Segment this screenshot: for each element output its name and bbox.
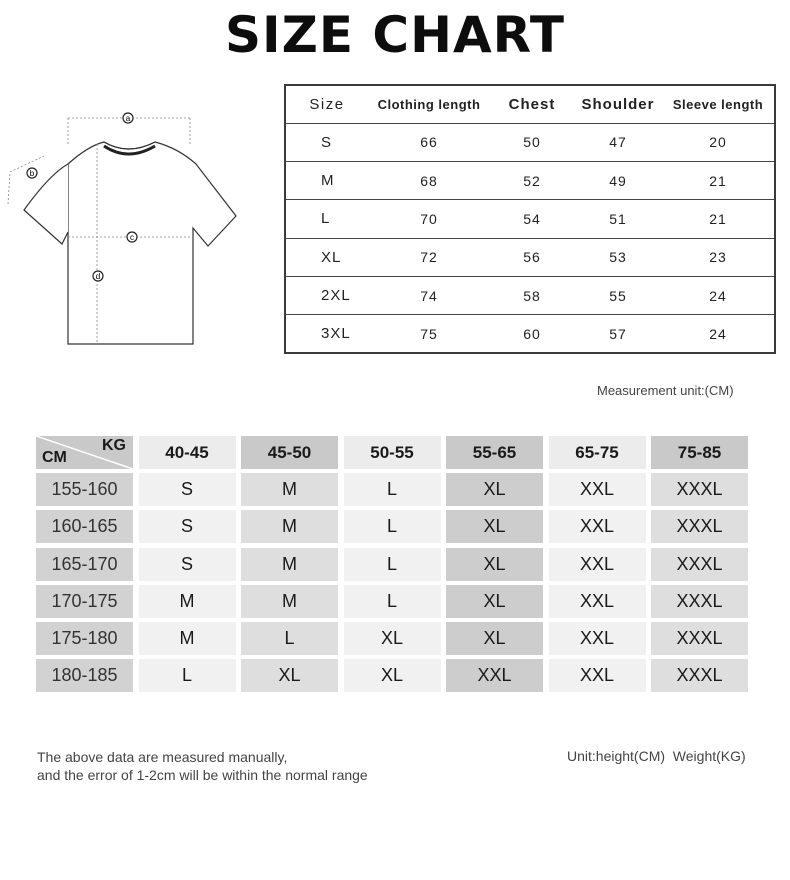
size-recommendation-cell: XL [344, 622, 441, 655]
shoulder-cell: 49 [574, 162, 662, 200]
size-row [286, 162, 774, 200]
header-clothing-length: Clothing length [368, 86, 490, 123]
weight-header: 40-45 [139, 436, 236, 469]
tshirt-outline [68, 142, 236, 344]
size-recommendation-cell: XXL [549, 659, 646, 692]
size-cell: 3XL [321, 325, 351, 343]
size-recommendation-cell: L [344, 585, 441, 618]
size-row [286, 238, 774, 276]
height-row-label: 155-160 [36, 473, 133, 506]
size-recommendation-cell: XXXL [651, 622, 748, 655]
size-recommendation-cell: M [241, 510, 338, 543]
page-title: SIZE CHART [224, 6, 566, 64]
tshirt-diagram [0, 104, 250, 354]
size-recommendation-cell: S [139, 510, 236, 543]
height-row-label: 175-180 [36, 622, 133, 655]
size-cell: XL [286, 238, 368, 276]
sleeve-length-cell: 21 [662, 162, 774, 200]
shoulder-cell: 47 [574, 123, 662, 161]
size-recommendation-cell: XXL [446, 659, 543, 692]
unit-legend: Unit:height(CM) Weight(KG) [567, 748, 746, 764]
size-recommendation-cell: XXXL [651, 548, 748, 581]
size-recommendation-cell: M [139, 585, 236, 618]
header-size: Size [286, 86, 368, 123]
height-row-label: 160-165 [36, 510, 133, 543]
size-recommendation-cell: XXXL [651, 510, 748, 543]
size-recommendation-cell: L [344, 473, 441, 506]
size-recommendation-cell: XXL [549, 585, 646, 618]
measurement-unit-note: Measurement unit:(CM) [597, 383, 734, 398]
header-chest: Chest [490, 86, 574, 123]
size-recommendation-cell: XL [446, 548, 543, 581]
chest-cell: 56 [490, 238, 574, 276]
weight-header: 55-65 [446, 436, 543, 469]
clothing-length-cell: 72 [368, 238, 490, 276]
size-recommendation-cell: S [139, 473, 236, 506]
size-row [286, 276, 774, 314]
chest-cell: 50 [490, 123, 574, 161]
shoulder-cell: 57 [609, 325, 627, 342]
sleeve-length-cell: 24 [662, 276, 774, 314]
height-row-label: 170-175 [36, 585, 133, 618]
disclaimer-line-1: The above data are measured manually, [37, 749, 288, 765]
size-measurement-table [284, 84, 776, 354]
size-row [286, 315, 774, 352]
clothing-length-cell: 75 [420, 325, 438, 342]
size-recommendation-cell: XXL [549, 473, 646, 506]
size-recommendation-cell: M [241, 473, 338, 506]
size-recommendation-cell: XL [446, 510, 543, 543]
label-d: d [95, 272, 101, 281]
size-cell: S [286, 123, 368, 161]
size-recommendation-cell: XXXL [651, 659, 748, 692]
header-shoulder: Shoulder [574, 86, 662, 123]
disclaimer-line-2: and the error of 1-2cm will be within the normal range [37, 767, 368, 783]
size-recommendation-cell: M [241, 585, 338, 618]
size-recommendation-cell: L [344, 510, 441, 543]
sleeve-length-cell: 24 [709, 325, 727, 342]
clothing-length-cell: 70 [368, 200, 490, 238]
sleeve-length-cell: 20 [662, 123, 774, 161]
weight-header: 45-50 [241, 436, 338, 469]
clothing-length-cell: 66 [368, 123, 490, 161]
size-recommendation-cell: XXL [549, 548, 646, 581]
clothing-length-cell: 68 [368, 162, 490, 200]
size-cell: M [286, 162, 368, 200]
sleeve-length-cell: 23 [662, 238, 774, 276]
size-recommendation-cell: XXL [549, 622, 646, 655]
size-recommendation-cell: S [139, 548, 236, 581]
size-recommendation-cell: XL [446, 473, 543, 506]
clothing-length-cell: 74 [368, 276, 490, 314]
corner-kg-label: KG [102, 437, 126, 454]
chest-cell: 54 [490, 200, 574, 238]
corner-cm-label: CM [42, 449, 67, 466]
shoulder-cell: 53 [574, 238, 662, 276]
height-row-label: 165-170 [36, 548, 133, 581]
size-recommendation-cell: XL [241, 659, 338, 692]
size-table-header [286, 86, 774, 123]
size-recommendation-cell: M [241, 548, 338, 581]
size-recommendation-cell: L [241, 622, 338, 655]
label-c: c [130, 233, 134, 242]
sleeve-length-cell: 21 [662, 200, 774, 238]
size-recommendation-cell: L [139, 659, 236, 692]
size-recommendation-cell: XXL [549, 510, 646, 543]
measurement-disclaimer [37, 748, 368, 784]
size-cell: 2XL [286, 276, 368, 314]
size-row [286, 123, 774, 161]
height-weight-table [36, 436, 744, 698]
size-recommendation-cell: XL [446, 622, 543, 655]
chest-cell: 58 [490, 276, 574, 314]
label-a: a [125, 114, 131, 123]
height-row-label: 180-185 [36, 659, 133, 692]
size-recommendation-cell: M [139, 622, 236, 655]
table-corner-cell [36, 436, 133, 469]
size-recommendation-cell: XXXL [651, 473, 748, 506]
size-recommendation-cell: XL [344, 659, 441, 692]
shoulder-cell: 51 [574, 200, 662, 238]
weight-header: 50-55 [344, 436, 441, 469]
label-b: b [29, 169, 35, 178]
size-recommendation-cell: L [344, 548, 441, 581]
size-recommendation-cell: XXXL [651, 585, 748, 618]
size-cell: L [286, 200, 368, 238]
chest-cell: 52 [490, 162, 574, 200]
header-sleeve-length: Sleeve length [662, 86, 774, 123]
size-row [286, 200, 774, 238]
shoulder-cell: 55 [574, 276, 662, 314]
weight-header: 65-75 [549, 436, 646, 469]
chest-cell: 60 [523, 325, 541, 342]
size-recommendation-cell: XL [446, 585, 543, 618]
weight-header: 75-85 [651, 436, 748, 469]
